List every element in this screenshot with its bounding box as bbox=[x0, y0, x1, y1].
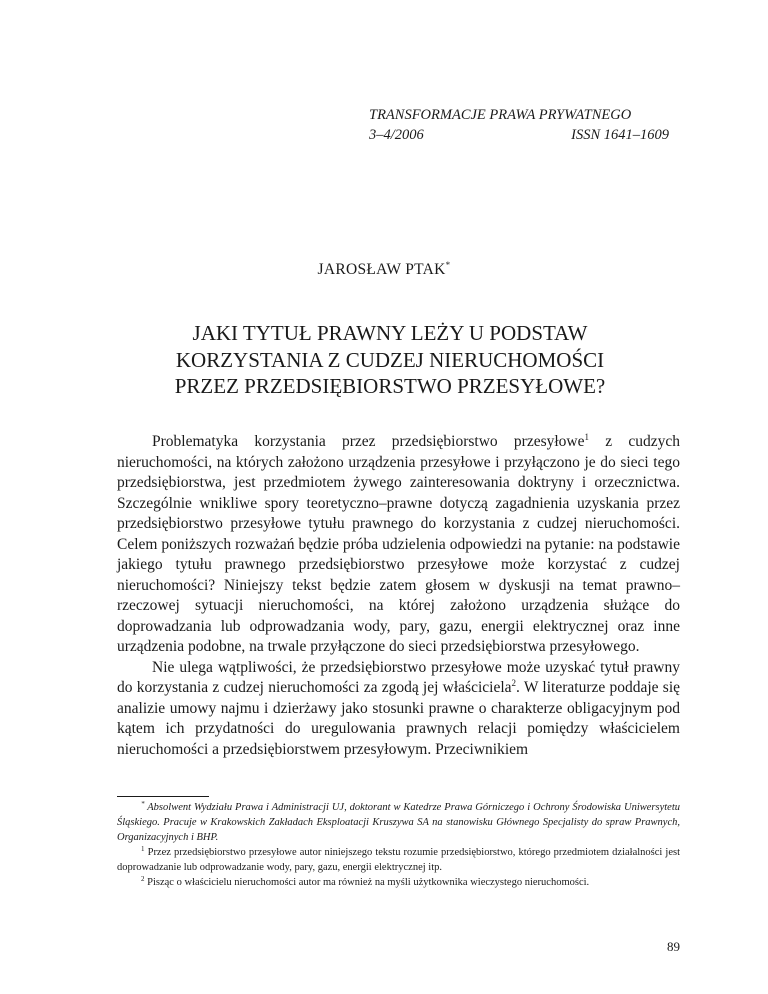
paragraph bbox=[117, 658, 680, 761]
title-line: JAKI TYTUŁ PRAWNY LEŻY U PODSTAW bbox=[192, 321, 588, 345]
paragraph-text: z cudzych nieruchomości, na których założono urządzenia przesyłowe i przyłączono je do sieci tego przedsiębiorstwa, jest przedmiotem żywego zainteresowania doktryny i orzecznictwa. Szczególnie wnikliwe spory teoretyczno–prawne dotyczą zagadnienia uzyskania przez przedsiębiorstwo przesyłowe tytułu prawnego do korzystania z cudzej nieruchomości. Celem poniższych rozważań będzie próba udzielenia odpowiedzi na pytanie: na podstawie jakiego tytułu prawnego przedsiębiorstwo przesyłowe może korzystać z cudzej nieruchomości? Niniejszy tekst będzie zatem głosem w dyskusji na temat prawno–rzeczowej sytuacji nieruchomości, na której założono urządzenia służące do doprowadzania lub odprowadzania wody, pary, gazu, energii elektrycznej oraz inne urządzenia podobne, na trwale przyłączone do sieci przedsiębiorstwa przesyłowego. bbox=[117, 433, 680, 655]
paragraph-text: . W literaturze poddaje się analizie umowy najmu i dzierżawy jako stosunki prawne o charakterze obligacyjnym pod kątem ich przydatności do uregulowania prawnych relacji pomiędzy właścicielem nieruchomości a przedsiębiorstwem przesyłowym. Przeciwnikiem bbox=[117, 679, 680, 758]
footnote-text: Przez przedsiębiorstwo przesyłowe autor niniejszego tekstu rozumie przedsiębiorstwo, którego przedmiotem działalności jest doprowadzanie lub odprowadzanie wody, pary, gazu, energii elektrycznej itp. bbox=[117, 847, 680, 873]
footnote-1 bbox=[117, 845, 680, 875]
author-name: JAROSŁAW PTAK bbox=[317, 261, 446, 278]
footnote-marker: 1 bbox=[141, 845, 145, 853]
issue-row bbox=[369, 125, 669, 145]
article-body bbox=[117, 432, 680, 760]
journal-title: TRANSFORMACJE PRAWA PRYWATNEGO bbox=[369, 107, 632, 123]
footnote-2 bbox=[117, 875, 680, 890]
author-footnote-marker: * bbox=[445, 260, 451, 270]
article-title bbox=[110, 320, 670, 400]
footnote-ref: 2 bbox=[511, 678, 517, 688]
page-number: 89 bbox=[667, 939, 680, 954]
footnote-divider bbox=[117, 796, 209, 797]
footnotes bbox=[117, 800, 680, 890]
paragraph bbox=[117, 432, 680, 658]
footnote-ref: 1 bbox=[584, 432, 589, 442]
footnote-marker: 2 bbox=[141, 875, 145, 883]
issue-number: 3–4/2006 bbox=[369, 127, 424, 143]
footnote-text: Absolwent Wydziału Prawa i Administracji UJ, doktorant w Katedrze Prawa Górniczego i Ochrony Środowiska Uniwersytetu Śląskiego. Pracuje w Krakowskich Zakładach Eksploatacji Kruszywa SA na stanowisku Głównego Specjalisty do spraw Prawnych, Organizacyjnych i BHP. bbox=[117, 802, 680, 843]
author-line bbox=[0, 260, 768, 279]
journal-header bbox=[369, 105, 669, 145]
footnote-text: Pisząc o właścicielu nieruchomości autor ma również na myśli użytkownika wieczystego nieruchomości. bbox=[144, 877, 590, 888]
footnote-marker: * bbox=[141, 800, 145, 808]
title-line: PRZEZ PRZEDSIĘBIORSTWO PRZESYŁOWE? bbox=[174, 374, 606, 398]
footnote-author bbox=[117, 800, 680, 845]
paragraph-text: Nie ulega wątpliwości, że przedsiębiorstwo przesyłowe może uzyskać tytuł prawny do korzystania z cudzej nieruchomości za zgodą jej właściciela bbox=[117, 658, 680, 696]
paragraph-text: Problematyka korzystania przez przedsiębiorstwo przesyłowe bbox=[152, 433, 585, 450]
issn: ISSN 1641–1609 bbox=[571, 127, 669, 143]
title-line: KORZYSTANIA Z CUDZEJ NIERUCHOMOŚCI bbox=[175, 347, 605, 372]
